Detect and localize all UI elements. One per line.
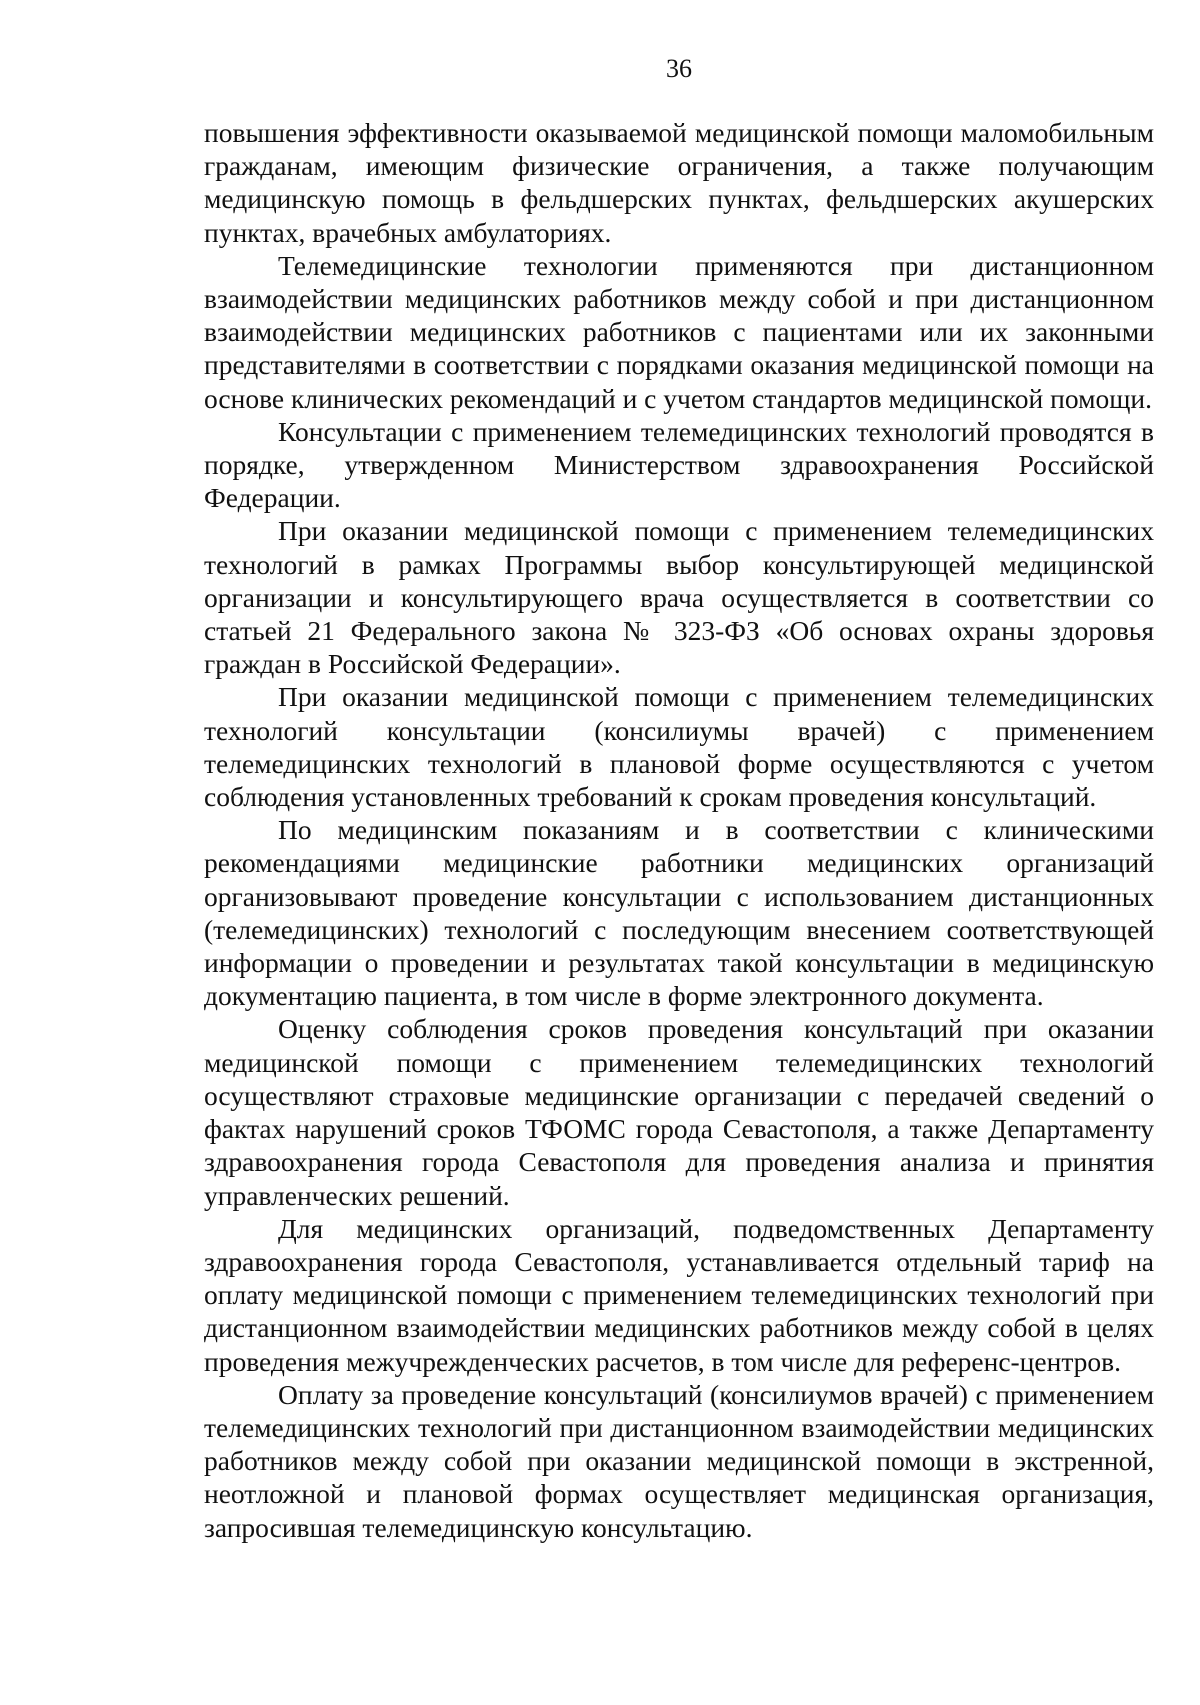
paragraph-1: повышения эффективности оказываемой медицинской помощи маломобильным гражданам, имеющим физические ограничения, а также получающим медицинскую помощь в фельдшерских пунктах, фельдшерских акушерских пунктах, врачебных амбулаториях. <box>204 117 1154 248</box>
paragraph-2: Телемедицинские технологии применяются при дистанционном взаимодействии медицинских работников между собой и при дистанционном взаимодействии медицинских работников с пациентами или их законными представителями в соответствии с порядками оказания медицинской помощи на основе клинических рекомендаций и с учетом стандартов медицинской помощи. <box>204 249 1154 414</box>
page-number: 36 <box>666 54 692 83</box>
paragraph-7: Оценку соблюдения сроков проведения консультаций при оказании медицинской помощи с применением телемедицинских технологий осуществляют страховые медицинские организации с передачей сведений о фактах нарушений сроков ТФОМС города Севастополя, а также Департаменту здравоохранения города Севастополя для проведения анализа и принятия управленческих решений. <box>204 1013 1154 1211</box>
paragraph-6: По медицинским показаниям и в соответствии с клиническими рекомендациями медицинские работники медицинских организаций организовывают проведение консультации с использованием дистанционных (телемедицинских) технологий с последующим внесением соответствующей информации о проведении и результатах такой консультации в медицинскую документацию пациента, в том числе в форме электронного документа. <box>204 814 1154 1012</box>
paragraph-3: Консультации с применением телемедицинских технологий проводятся в порядке, утвержденном Министерством здравоохранения Российской Федерации. <box>204 415 1154 514</box>
paragraph-5: При оказании медицинской помощи с применением телемедицинских технологий консультации (консилиумы врачей) с применением телемедицинских технологий в плановой форме осуществляются с учетом соблюдения установленных требований к срокам проведения консультаций. <box>204 681 1154 813</box>
paragraph-8: Для медицинских организаций, подведомственных Департаменту здравоохранения города Севастополя, устанавливается отдельный тариф на оплату медицинской помощи с применением телемедицинских технологий при дистанционном взаимодействии медицинских работников между собой в целях проведения межучрежденческих расчетов, в том числе для референс-центров. <box>204 1212 1154 1377</box>
paragraph-4: При оказании медицинской помощи с применением телемедицинских технологий в рамках Программы выбор консультирующей медицинской организации и консультирующего врача осуществляется в соответствии со статьей 21 Федерального закона № 323-ФЗ «Об основах охраны здоровья граждан в Российской Федерации». <box>204 515 1154 680</box>
document-body <box>204 116 1154 1544</box>
paragraph-9: Оплату за проведение консультаций (консилиумов врачей) с применением телемедицинских технологий при дистанционном взаимодействии медицинских работников между собой при оказании медицинской помощи в экстренной, неотложной и плановой формах осуществляет медицинская организация, запросившая телемедицинскую консультацию. <box>204 1378 1154 1543</box>
